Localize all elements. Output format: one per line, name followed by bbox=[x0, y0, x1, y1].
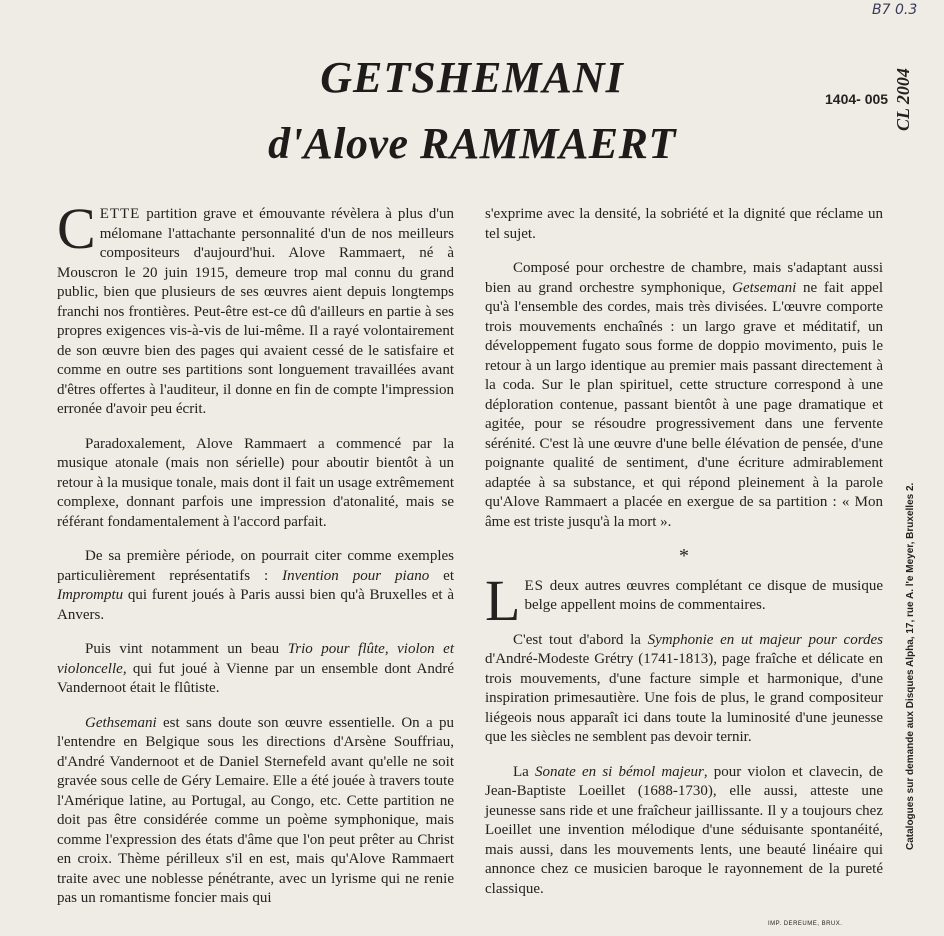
work-title: Getsemani bbox=[732, 279, 797, 296]
work-title: Impromptu bbox=[57, 587, 124, 603]
paragraph-text: partition grave et émouvante révèlera à plus d'un mélomane l'attachante personnalité d'un de nos meilleurs compositeurs d'aujourd'hui. Alove Rammaert, né à Mouscron le 20 juin 1915, demeure trop mal connu du grand public, bien que plusieurs de ses œuvres aient depuis longtemps franchi nos frontières. Peut-être est-ce dû d'ailleurs en partie à ses propres exigences vis-à-vis de lui-même. Il a rayé volontairement de son œuvre bien des pages qui avaient cessé de le satisfaire et comme en outre ses partitions sont longuement travaillées avant d'êtres offertes à l'auditeur, il donne en fin de compte l'impression erronée d'avoir peu écrit. bbox=[57, 206, 454, 417]
paragraph-gretry bbox=[485, 631, 883, 748]
paragraph-continuation: s'exprime avec la densité, la sobriété et la dignité que réclame un tel sujet. bbox=[485, 206, 883, 242]
paragraph-first-period bbox=[57, 547, 454, 625]
catalogue-notice: Catalogues sur demande aux Disques Alpha, 17, rue A. l'e Meyer, Bruxelles 2. bbox=[905, 482, 916, 850]
text-segment: De sa première période, on pourrait citer comme exemples particulièrement représentatifs : bbox=[57, 548, 454, 584]
text-segment: Composé pour orchestre de chambre, mais s'adaptant aussi bien au grand orchestre symphonique, bbox=[485, 260, 883, 296]
work-title: Trio pour flûte, violon et violoncelle bbox=[57, 641, 454, 677]
paragraph-structure bbox=[485, 259, 883, 532]
composer-title: d'Alove RAMMAERT bbox=[268, 119, 676, 168]
right-column bbox=[485, 205, 883, 914]
work-title: Gethsemani bbox=[85, 714, 157, 731]
text-segment: d'André-Modeste Grétry (1741-1813), page fraîche et délicate en trois mouvements, d'une facture simple et harmonique, d'une inspiration primesautière. Une fois de plus, le grand compositeur liégeois nous apparaît ici dans toute la luminosité d'une jeunesse que les siècles ne semblent pas devoir ternir. bbox=[485, 651, 883, 745]
paragraph-other-works bbox=[485, 567, 883, 633]
printer-imprint: IMP. DEREUME, BRUX. bbox=[768, 921, 843, 927]
paragraph-text: deux autres œuvres complétant ce disque de musique belge appellent moins de commentaires. bbox=[524, 577, 883, 613]
work-title: Invention pour piano bbox=[282, 567, 430, 584]
paragraph-loeillet bbox=[485, 763, 883, 900]
text-segment: ne fait appel qu'à l'ensemble des cordes, mais très divisées. L'œuvre comporte trois mouvements enchaînés : un largo grave et méditatif, un développement fugato sous forme de doppio movimento, puis le retour à un largo identique au premier mais passant directement à la coda. Sur le plan spirituel, cette structure correspond à une déploration contenue, passant bientôt à une page dramatique et agitée, pour se résoudre progressivement dans une fervente sérénité. C'est là une œuvre d'une belle élévation de pensée, d'une poignante qualité de sentiment, d'une écriture admirablement adaptée à sa substance, et qui répond pleinement à la parole qu'Alove Rammaert a placée en exergue de sa partition : « Mon âme est triste jusqu'à la mort ». bbox=[485, 279, 883, 530]
left-column bbox=[57, 196, 455, 924]
text-segment: , pour violon et clavecin, de Jean-Baptiste Loeillet (1688-1730), elle aussi, atteste une jeunesse sans ride et une fraîcheur jaillissante. Il y a toujours chez Loeillet une invention mélodique d'une séduisante spontanéité, mais aussi, dans les mouvements lents, une beauté linéaire qui annonce chez ce musicien baroque le rayonnement de la pureté classique. bbox=[485, 763, 883, 897]
first-word: ES bbox=[524, 577, 544, 594]
paragraph-intro bbox=[57, 196, 454, 420]
catalog-number: 1404- 005 bbox=[825, 91, 889, 107]
work-title: Sonate en si bémol majeur bbox=[535, 763, 704, 780]
drop-cap: C bbox=[57, 196, 96, 261]
text-segment: , qui fut joué à Vienne par un ensemble dont André Vandernoot était le flûtiste. bbox=[57, 660, 454, 696]
page-title: GETSHEMANI bbox=[320, 53, 624, 102]
text-segment: C'est tout d'abord la bbox=[513, 631, 648, 648]
handwritten-note: B7 0.3 bbox=[872, 2, 918, 18]
text-segment: et bbox=[429, 567, 455, 584]
section-separator: * bbox=[679, 545, 689, 567]
paragraph-atonal: Paradoxalement, Alove Rammaert a commencé par la musique atonale (mais non sérielle) pour aboutir bientôt à un retour à la musique tonale, mais dont il fait un usage extrêmement complexe, donnant parfois une impression d'atonalité, mais se référant fondamentalement à l'accord parfait. bbox=[57, 435, 454, 530]
label-code: CL 2004 bbox=[893, 68, 913, 132]
text-segment: Puis vint notamment un beau bbox=[85, 641, 288, 657]
first-word: ETTE bbox=[99, 206, 141, 222]
paragraph-trio bbox=[57, 640, 454, 699]
text-segment: La bbox=[513, 763, 535, 780]
work-title: Symphonie en ut majeur pour cordes bbox=[647, 631, 883, 648]
drop-cap: L bbox=[485, 567, 521, 633]
text-segment: qui furent joués à Paris aussi bien qu'à Bruxelles et à Anvers. bbox=[57, 587, 454, 623]
text-segment: est sans doute son œuvre essentielle. On a pu l'entendre en Belgique sous les directions d'Arsène Souffriau, d'André Vandernoot et de Daniel Sternefeld avant qu'elle ne soit gravée sous celle de Géry Lemaire. Elle a été jouée à travers toute l'Amérique latine, au Portugal, au Congo, etc. Cette partition ne doit pas être considérée comme un poème symphonique, mais comme l'expression des états d'âme que l'on peut prêter au Christ en croix. Thème périlleux s'il en est, mais qu'Alove Rammaert traite avec une noblesse pénétrante, avec un lyrisme qui ne renie pas un romantisme foncier mais qui bbox=[57, 714, 454, 906]
paragraph-gethsemani bbox=[57, 714, 454, 909]
